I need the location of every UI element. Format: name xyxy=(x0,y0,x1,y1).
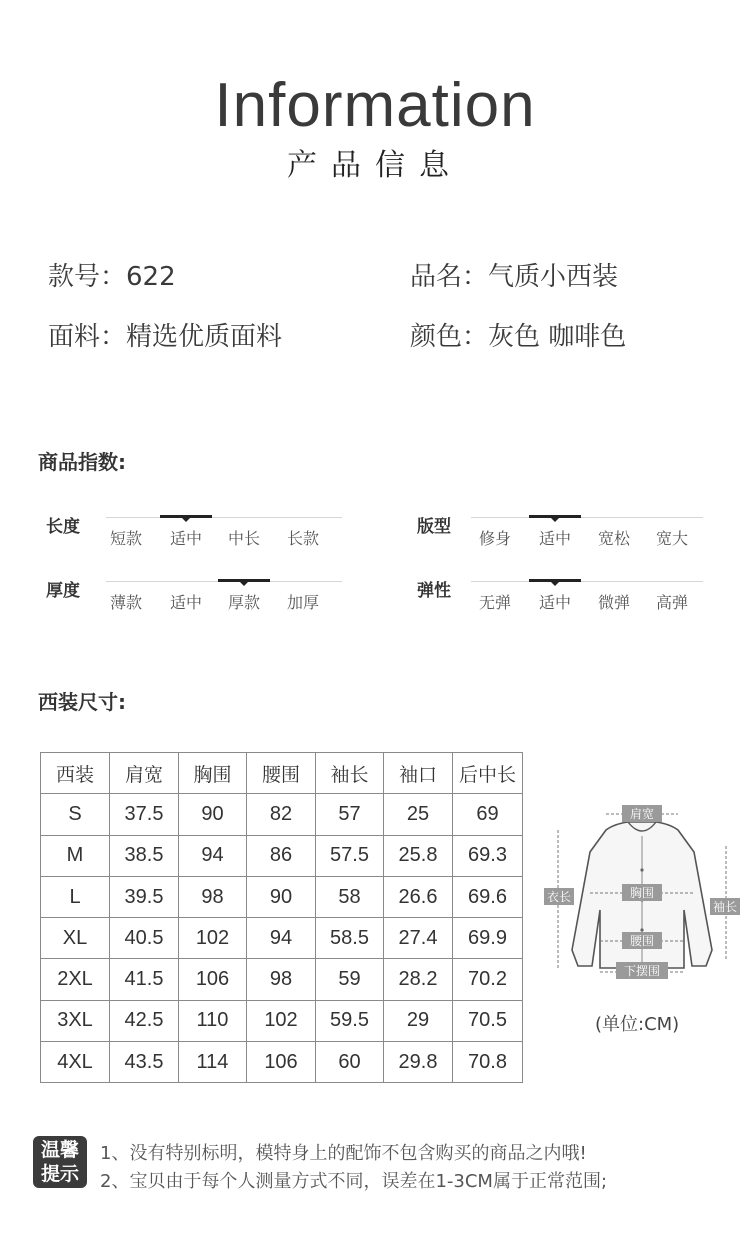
size-table-cell: 114 xyxy=(179,1042,247,1083)
size-table-cell: 38.5 xyxy=(110,835,179,876)
index-option: 中长 xyxy=(227,529,260,548)
size-table-cell: 102 xyxy=(247,1000,316,1041)
index-option: 加厚 xyxy=(286,593,319,612)
size-table xyxy=(40,752,523,1083)
size-table-cell: 94 xyxy=(179,835,247,876)
size-table-cell: 69.3 xyxy=(453,835,523,876)
size-table-cell: 90 xyxy=(179,794,247,835)
index-label: 长度 xyxy=(46,517,80,537)
size-table-cell: XL xyxy=(41,918,110,959)
tip-line: 1、没有特别标明，模特身上的配饰不包含购买的商品之内哦! xyxy=(100,1143,587,1164)
size-table-cell: 59 xyxy=(316,959,384,1000)
tips-badge xyxy=(33,1136,87,1188)
size-table-cell: 60 xyxy=(316,1042,384,1083)
size-table-cell: 25 xyxy=(384,794,453,835)
size-table-cell: 94 xyxy=(247,918,316,959)
waist-label: 腰围 xyxy=(629,934,655,948)
size-column-header: 腰围 xyxy=(247,753,316,794)
size-heading: 西装尺寸: xyxy=(38,690,126,714)
index-selected-marker xyxy=(160,515,212,518)
size-table-cell: 102 xyxy=(179,918,247,959)
index-option: 高弹 xyxy=(655,593,688,612)
size-table-cell: 43.5 xyxy=(110,1042,179,1083)
index-option: 长款 xyxy=(286,529,319,548)
index-selected-marker xyxy=(529,515,581,518)
size-table-cell: 70.8 xyxy=(453,1042,523,1083)
size-table-cell: 58 xyxy=(316,876,384,917)
size-table-cell: 70.5 xyxy=(453,1000,523,1041)
index-option: 微弹 xyxy=(597,593,630,612)
size-table-cell: L xyxy=(41,876,110,917)
index-track xyxy=(471,581,703,582)
size-table-cell: 39.5 xyxy=(110,876,179,917)
size-table-row xyxy=(41,918,523,959)
size-table-cell: 98 xyxy=(247,959,316,1000)
size-table-cell: S xyxy=(41,794,110,835)
index-option: 适中 xyxy=(169,529,202,548)
info-color: 颜色：灰色 咖啡色 xyxy=(410,322,627,352)
size-table-cell: 110 xyxy=(179,1000,247,1041)
tips-badge-line: 温馨 xyxy=(40,1139,79,1161)
size-table-row xyxy=(41,1000,523,1041)
tips-badge-line: 提示 xyxy=(40,1163,79,1185)
index-selected-marker xyxy=(529,579,581,582)
chest-label: 胸围 xyxy=(629,886,655,900)
size-table-row xyxy=(41,835,523,876)
index-track xyxy=(106,517,342,518)
size-table-cell: 106 xyxy=(247,1042,316,1083)
size-table-cell: 69 xyxy=(453,794,523,835)
size-table-cell: 37.5 xyxy=(110,794,179,835)
size-column-header: 袖口 xyxy=(384,753,453,794)
tip-line: 2、宝贝由于每个人测量方式不同，误差在1-3CM属于正常范围; xyxy=(100,1171,608,1192)
index-option: 短款 xyxy=(109,529,142,548)
size-table-cell: 98 xyxy=(179,876,247,917)
button xyxy=(640,928,643,931)
size-column-header: 肩宽 xyxy=(110,753,179,794)
size-table-cell: 86 xyxy=(247,835,316,876)
size-table-header xyxy=(41,753,523,794)
title-english: Information xyxy=(214,71,536,140)
size-table-cell: 70.2 xyxy=(453,959,523,1000)
size-table-row xyxy=(41,876,523,917)
index-label: 版型 xyxy=(417,517,451,537)
index-option: 宽大 xyxy=(655,529,688,548)
sleeve-label: 袖长 xyxy=(712,900,738,914)
size-column-header: 袖长 xyxy=(316,753,384,794)
unit-label: (单位:CM) xyxy=(595,1014,680,1035)
size-table-row xyxy=(41,794,523,835)
size-table-row xyxy=(41,959,523,1000)
index-selected-marker xyxy=(218,579,270,582)
index-option: 薄款 xyxy=(109,593,142,612)
info-product-name: 品名：气质小西装 xyxy=(410,262,619,292)
size-table-cell: 29 xyxy=(384,1000,453,1041)
size-table-cell: 42.5 xyxy=(110,1000,179,1041)
size-table-cell: 58.5 xyxy=(316,918,384,959)
size-table-cell: 2XL xyxy=(41,959,110,1000)
size-table-cell: 28.2 xyxy=(384,959,453,1000)
title-chinese: 产品信息 xyxy=(287,148,463,183)
index-label: 弹性 xyxy=(417,581,451,601)
garment-diagram xyxy=(544,800,740,980)
size-table-cell: 82 xyxy=(247,794,316,835)
size-table-cell: 3XL xyxy=(41,1000,110,1041)
size-column-header: 胸围 xyxy=(179,753,247,794)
size-table-cell: 59.5 xyxy=(316,1000,384,1041)
index-label: 厚度 xyxy=(46,581,80,601)
size-table-cell: 29.8 xyxy=(384,1042,453,1083)
info-style-number: 款号：622 xyxy=(48,262,176,292)
index-option: 适中 xyxy=(538,593,571,612)
size-table-cell: 106 xyxy=(179,959,247,1000)
size-table-cell: 27.4 xyxy=(384,918,453,959)
size-table-row xyxy=(41,1042,523,1083)
length-label: 衣长 xyxy=(546,890,572,904)
size-table-cell: 57.5 xyxy=(316,835,384,876)
button xyxy=(640,868,643,871)
size-table-cell: 69.9 xyxy=(453,918,523,959)
size-table-cell: 40.5 xyxy=(110,918,179,959)
info-fabric: 面料：精选优质面料 xyxy=(48,322,283,352)
hem-label: 下摆围 xyxy=(623,964,661,978)
index-heading: 商品指数: xyxy=(38,450,126,474)
index-track xyxy=(471,517,703,518)
shoulder-label: 肩宽 xyxy=(629,807,655,821)
index-option: 宽松 xyxy=(597,529,630,548)
index-option: 适中 xyxy=(169,593,202,612)
index-option: 无弹 xyxy=(478,593,511,612)
size-column-header: 后中长 xyxy=(453,753,523,794)
size-table-cell: 69.6 xyxy=(453,876,523,917)
size-table-cell: 41.5 xyxy=(110,959,179,1000)
size-table-cell: 57 xyxy=(316,794,384,835)
index-option: 修身 xyxy=(478,529,511,548)
size-table-cell: 4XL xyxy=(41,1042,110,1083)
index-option: 厚款 xyxy=(227,593,260,612)
size-column-header: 西装 xyxy=(41,753,110,794)
size-table-cell: 25.8 xyxy=(384,835,453,876)
size-table-cell: 90 xyxy=(247,876,316,917)
size-table-cell: 26.6 xyxy=(384,876,453,917)
size-table-cell: M xyxy=(41,835,110,876)
index-option: 适中 xyxy=(538,529,571,548)
